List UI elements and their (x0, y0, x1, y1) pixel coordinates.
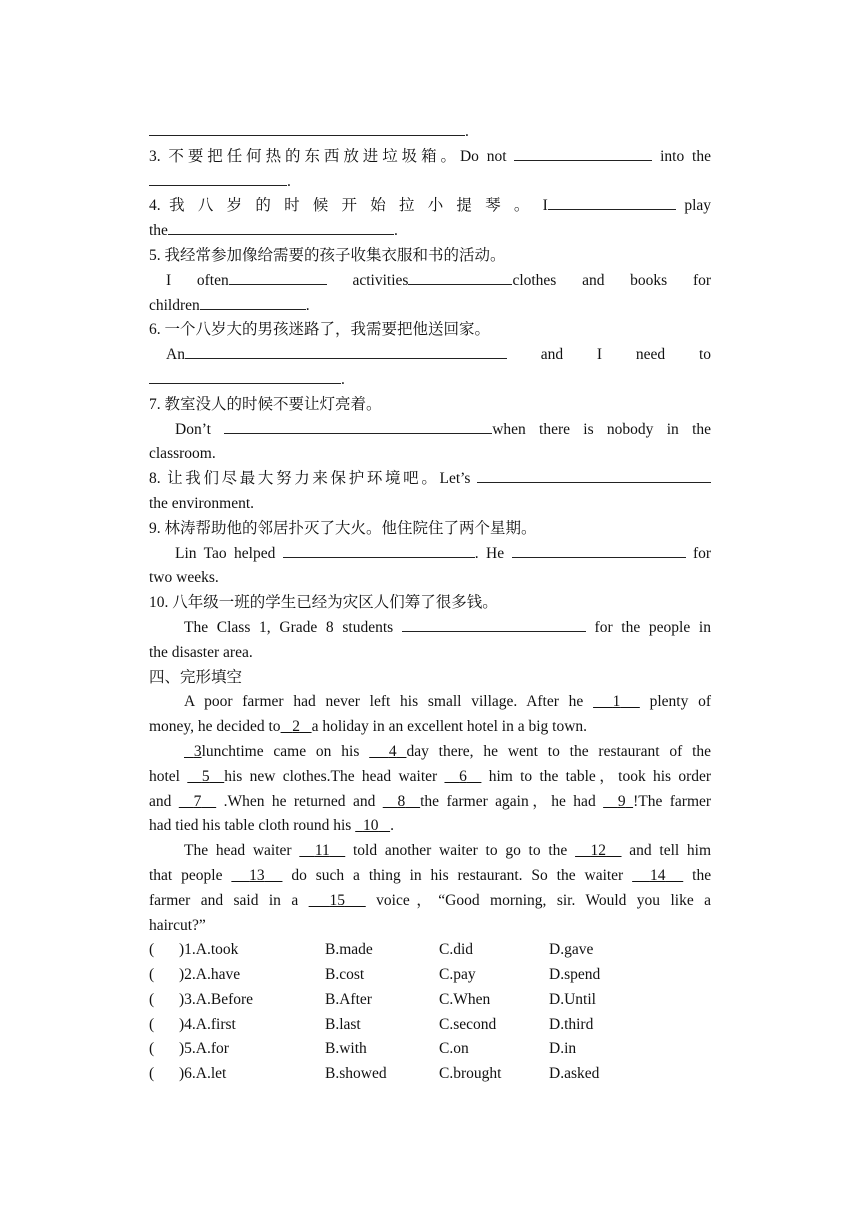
option-a[interactable]: )3.A.Before (179, 990, 254, 1008)
option-a[interactable]: )6.A.let (179, 1065, 227, 1083)
option-row: ( )1.A.took B.made C.did D.gave (149, 938, 711, 963)
option-b[interactable]: B.cost (325, 966, 365, 984)
option-c[interactable]: C.did (439, 941, 474, 959)
option-a[interactable]: )1.A.took (179, 941, 239, 959)
q3-prompt: 3. 不要把任何热的东西放进垃圾箱。Do not (149, 147, 507, 165)
option-c[interactable]: C.second (439, 1015, 497, 1033)
passage-line: hotel 5 his new clothes.The head waiter 6 him to the table，took his order (149, 767, 712, 785)
q6-line-2: An and I need to (149, 343, 711, 368)
passage-line: The head waiter 11 told another waiter to go to the 12 and tell him (184, 842, 712, 860)
q4-line-2: the . (149, 219, 711, 244)
answer-blank[interactable] (229, 269, 327, 285)
blank-number: 7 (193, 792, 202, 810)
option-d[interactable]: D.in (549, 1040, 577, 1058)
answer-blank[interactable] (149, 170, 287, 186)
q3-line-2: . (149, 170, 711, 195)
blank-number: 5 (201, 767, 210, 785)
option-a[interactable]: )2.A.have (179, 966, 241, 984)
q2-tail-line: . (149, 120, 711, 145)
q7-line-2: Don’t when there is nobody in the (149, 418, 711, 443)
passage-line: 3lunchtime came on his 4 day there, he went to the restaurant of the (149, 740, 711, 765)
option-a[interactable]: )4.A.first (179, 1015, 236, 1033)
passage-line: and 7 .When he returned and 8 the farmer again，he had 9 !The farmer (149, 792, 712, 810)
q9-prompt: 9. 林涛帮助他的邻居扑灭了大火。他住院住了两个星期。 (149, 519, 537, 537)
passage-line: that people 13 do such a thing in his restaurant. So the waiter 14 the (149, 866, 712, 884)
q5-line-2: I often activities clothes and books for (149, 269, 711, 294)
q6-line-3: . (149, 368, 711, 393)
option-d[interactable]: D.third (549, 1015, 594, 1033)
option-c[interactable]: C.on (439, 1040, 469, 1058)
option-d[interactable]: D.gave (549, 941, 594, 959)
blank-number: 11 (314, 842, 330, 860)
option-d[interactable]: D.spend (549, 966, 601, 984)
option-row: ( )6.A.let B.showed C.brought D.asked (149, 1062, 711, 1087)
blank-number: 12 (590, 842, 607, 860)
option-row: ( )3.A.Before B.After C.When D.Until (149, 988, 711, 1013)
q7-prompt: 7. 教室没人的时候不要让灯亮着。 (149, 395, 382, 413)
option-row: ( )5.A.for B.with C.on D.in (149, 1037, 711, 1062)
answer-blank[interactable] (408, 269, 512, 285)
answer-blank[interactable] (168, 219, 394, 235)
q3-line: 3. 不要把任何热的东西放进垃圾箱。Do not into the (149, 145, 711, 170)
section-heading: 四、完形填空 (149, 668, 243, 686)
answer-blank[interactable] (514, 145, 652, 161)
q5-prompt: 5. 我经常参加像给需要的孩子收集衣服和书的活动。 (149, 246, 506, 264)
blank-number: 8 (397, 792, 406, 810)
option-c[interactable]: C.pay (439, 966, 476, 984)
blank-number: 6 (459, 767, 467, 785)
option-row: ( )2.A.have B.cost C.pay D.spend (149, 963, 711, 988)
option-b[interactable]: B.last (325, 1015, 361, 1033)
option-b[interactable]: B.made (325, 941, 373, 959)
q10-prompt: 10. 八年级一班的学生已经为灾区人们筹了很多钱。 (149, 594, 498, 612)
q9-line-3: two weeks. (149, 569, 219, 587)
q8-line-2: the environment. (149, 494, 255, 512)
q4-line: 4. 我 八 岁 的 时 候 开 始 拉 小 提 琴 。 I play (149, 194, 711, 219)
answer-blank[interactable] (283, 542, 475, 558)
q7-line-3: classroom. (149, 445, 216, 463)
passage-line: farmer and said in a 15 voice，“Good morning, sir. Would you like a (149, 891, 711, 909)
passage-line: money, he decided to 2 a holiday in an excellent hotel in a big town. (149, 718, 588, 736)
passage-line: A poor farmer had never left his small village. After he 1 plenty of (184, 693, 712, 711)
q8-line (149, 467, 711, 492)
option-d[interactable]: D.asked (549, 1065, 600, 1083)
q4-prompt: 4. 我 八 岁 的 时 候 开 始 拉 小 提 琴 。 I (149, 197, 548, 215)
option-b[interactable]: B.with (325, 1040, 367, 1058)
answer-blank[interactable] (185, 343, 507, 359)
option-a[interactable]: )5.A.for (179, 1040, 229, 1058)
answer-blank[interactable] (477, 467, 711, 483)
q6-prompt: 6. 一个八岁大的男孩迷路了，我需要把他送回家。 (149, 321, 491, 339)
blank-number: 15 (329, 891, 345, 909)
answer-blank[interactable] (200, 294, 306, 310)
answer-blank[interactable] (149, 120, 465, 136)
q10-line-3: the disaster area. (149, 643, 253, 661)
option-d[interactable]: D.Until (549, 990, 596, 1008)
answer-blank[interactable] (512, 542, 686, 558)
blank-number: 10 (362, 817, 379, 835)
q8-prompt: 8. 让我们尽最大努力来保护环境吧。Let’s (149, 470, 471, 488)
passage-line: had tied his table cloth round his 10 . (149, 817, 394, 835)
worksheet-page (149, 120, 711, 1087)
blank-number: 14 (649, 866, 666, 884)
answer-blank[interactable] (548, 194, 676, 210)
blank-number: 1 (612, 693, 621, 711)
option-b[interactable]: B.After (325, 990, 372, 1008)
option-c[interactable]: C.When (439, 990, 491, 1008)
option-row: ( )4.A.first B.last C.second D.third (149, 1013, 711, 1038)
q5-line-3: children . (149, 294, 711, 319)
q10-line-2: The Class 1, Grade 8 students for the people in (149, 616, 711, 641)
answer-blank[interactable] (149, 368, 341, 384)
answer-blank[interactable] (402, 616, 586, 632)
blank-number: 9 (617, 792, 626, 810)
option-b[interactable]: B.showed (325, 1065, 387, 1083)
blank-number: 13 (249, 866, 265, 884)
blank-number: 2 (292, 718, 300, 736)
answer-blank[interactable] (224, 418, 492, 434)
option-c[interactable]: C.brought (439, 1065, 502, 1083)
blank-number: 4 (388, 742, 397, 760)
passage-line: haircut?” (149, 916, 206, 934)
q9-line-2: Lin Tao helped . He for (149, 542, 711, 567)
blank-number: 3 (193, 742, 202, 760)
